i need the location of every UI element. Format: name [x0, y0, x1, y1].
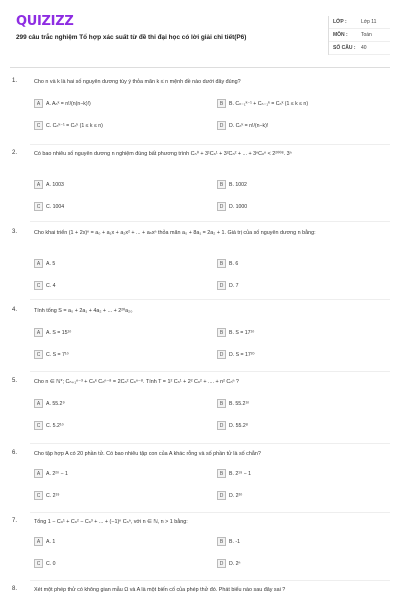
question-text: Tổng 1 − Cₙ¹ + Cₙ² − Cₙ³ + ... + (−1)ⁿ Cₙⁿ, với n ∈ ℕ, n > 1 bằng: [34, 519, 188, 525]
answer-option-d[interactable] [217, 558, 377, 569]
question-divider [30, 144, 390, 145]
question-5 [12, 378, 382, 438]
option-text: D. Cₙᵏ = n!/(n−k)! [229, 122, 269, 129]
option-text: B. 6 [229, 260, 239, 267]
meta-value: Toán [361, 32, 372, 38]
answer-option-a[interactable] [34, 179, 194, 190]
answer-option-c[interactable] [34, 280, 194, 291]
option-letter-box: D [217, 350, 226, 359]
answer-option-b[interactable] [217, 179, 377, 190]
option-text: C. 1004 [46, 203, 65, 210]
option-letter-box: B [217, 259, 226, 268]
question-text: Cho n và k là hai số nguyên dương tùy ý thỏa mãn k ≤ n mệnh đề nào dưới đây đúng? [34, 79, 241, 85]
question-number: 1. [12, 78, 18, 84]
answer-option-b[interactable] [217, 468, 377, 479]
answer-option-c[interactable] [34, 420, 194, 431]
answer-option-a[interactable] [34, 468, 194, 479]
option-letter-box: B [217, 469, 226, 478]
option-text: D. 2ⁿ [229, 560, 241, 567]
option-letter-box: A [34, 259, 43, 268]
option-letter-box: C [34, 350, 43, 359]
option-text: A. S = 15¹⁰ [46, 329, 72, 336]
option-text: C. 5.2¹⁰ [46, 422, 64, 429]
option-letter-box: D [217, 559, 226, 568]
option-text: A. 1003 [46, 181, 64, 188]
question-divider [30, 443, 390, 444]
option-text: B. 1002 [229, 181, 247, 188]
option-text: D. 7 [229, 282, 239, 289]
answer-option-a[interactable] [34, 398, 194, 409]
question-number: 6. [12, 450, 18, 456]
option-text: C. Cₙᵏ⁻¹ = Cₙᵏ (1 ≤ k ≤ n) [46, 122, 103, 129]
option-text: B. -1 [229, 538, 240, 545]
answer-option-c[interactable] [34, 349, 194, 360]
option-text: C. 2¹⁹ [46, 492, 60, 499]
answer-option-b[interactable] [217, 536, 377, 547]
question-text: Cho tập hợp A có 20 phần tử. Có bao nhiêu tập con của A khác rỗng và số phần tử là số chẵn? [34, 451, 261, 457]
option-letter-box: A [34, 99, 43, 108]
meta-label: LỚP : [333, 19, 347, 25]
answer-option-c[interactable] [34, 120, 194, 131]
worksheet-header [10, 12, 390, 68]
question-number: 5. [12, 378, 18, 384]
question-divider [30, 580, 390, 581]
option-text: B. S = 17¹⁰ [229, 329, 255, 336]
option-letter-box: D [217, 121, 226, 130]
question-divider [30, 221, 390, 222]
answer-option-d[interactable] [217, 280, 377, 291]
option-letter-box: A [34, 180, 43, 189]
question-1 [12, 78, 382, 138]
option-letter-box: C [34, 559, 43, 568]
answer-option-b[interactable] [217, 398, 377, 409]
answer-option-b[interactable] [217, 258, 377, 269]
option-text: D. 2²⁰ [229, 492, 243, 499]
option-text: C. 0 [46, 560, 56, 567]
answer-option-b[interactable] [217, 98, 377, 109]
question-text: Tính tổng S = a₀ + 2a₁ + 4a₂ + ... + 2²⁰a₂₀ [34, 308, 133, 314]
option-text: A. 55.2⁹ [46, 400, 65, 407]
option-letter-box: A [34, 328, 43, 337]
answer-option-a[interactable] [34, 327, 194, 338]
option-text: B. Cₙ₋₁ᵏ⁻¹ + Cₙ₋₁ᵏ = Cₙᵏ (1 ≤ k ≤ n) [229, 100, 309, 107]
option-letter-box: C [34, 421, 43, 430]
option-letter-box: B [217, 537, 226, 546]
question-8 [12, 586, 382, 598]
option-letter-box: B [217, 328, 226, 337]
option-letter-box: D [217, 421, 226, 430]
answer-option-a[interactable] [34, 98, 194, 109]
question-text: Xét một phép thử có không gian mẫu Ω và A là một biến cố của phép thử đó. Phát biểu nào sau đây sai ? [34, 587, 286, 593]
meta-label: SỐ CÂU : [333, 45, 356, 51]
meta-value: 40 [361, 45, 367, 51]
option-text: B. 2¹⁹ − 1 [229, 470, 251, 477]
answer-option-d[interactable] [217, 349, 377, 360]
option-letter-box: B [217, 180, 226, 189]
option-text: D. 1000 [229, 203, 248, 210]
option-text: C. 4 [46, 282, 56, 289]
option-letter-box: C [34, 202, 43, 211]
meta-row-class [329, 16, 390, 29]
question-text: Cho n ∈ ℕ*; Cₙ₊₁ⁿ⁻³ + Cₙᵏ Cₙⁿ⁻⁸ = 2Cₙ² Cₙⁿ⁻⁸. Tính T = 1² Cₙ¹ + 2² Cₙ² + .... + n² Cₙⁿ ? [34, 379, 239, 385]
option-text: A. Aₙᵏ = n!/(n(n−k)!) [46, 100, 91, 107]
question-divider [30, 299, 390, 300]
question-number: 3. [12, 229, 18, 235]
option-text: A. 2²⁰ − 1 [46, 470, 68, 477]
question-3 [12, 229, 382, 293]
option-letter-box: D [217, 202, 226, 211]
option-letter-box: A [34, 399, 43, 408]
question-number: 7. [12, 518, 18, 524]
option-letter-box: A [34, 469, 43, 478]
option-letter-box: D [217, 491, 226, 500]
question-4 [12, 307, 382, 367]
option-text: D. 55.2⁸ [229, 422, 248, 429]
option-letter-box: D [217, 281, 226, 290]
question-number: 4. [12, 307, 18, 313]
answer-option-b[interactable] [217, 327, 377, 338]
question-divider [30, 371, 390, 372]
meta-label: MÔN : [333, 32, 348, 38]
answer-option-d[interactable] [217, 201, 377, 212]
answer-option-a[interactable] [34, 258, 194, 269]
answer-option-c[interactable] [34, 490, 194, 501]
meta-row-subject [329, 29, 390, 42]
option-letter-box: B [217, 399, 226, 408]
option-text: B. 55.2¹⁰ [229, 400, 250, 407]
question-6 [12, 450, 382, 510]
question-number: 2. [12, 150, 18, 156]
option-letter-box: C [34, 281, 43, 290]
answer-option-d[interactable] [217, 420, 377, 431]
question-2 [12, 150, 382, 214]
quizizz-logo: QUIZIZZ [16, 14, 74, 29]
option-text: C. S = 7¹⁰ [46, 351, 69, 358]
question-7 [12, 518, 382, 576]
answer-option-c[interactable] [34, 201, 194, 212]
question-number: 8. [12, 586, 18, 592]
answer-option-a[interactable] [34, 536, 194, 547]
option-letter-box: B [217, 99, 226, 108]
meta-row-count [329, 42, 390, 55]
option-text: A. 1 [46, 538, 56, 545]
option-letter-box: C [34, 121, 43, 130]
option-text: D. S = 17²⁰ [229, 351, 255, 358]
option-text: A. 5 [46, 260, 56, 267]
question-text: Có bao nhiêu số nguyên dương n nghiệm đúng bất phương trình Cₙ⁰ + 3¹Cₙ¹ + 3²Cₙ² + ... + 3ⁿCₙⁿ < 2²⁰⁰⁸. 3ⁿ [34, 151, 292, 157]
worksheet-title: 299 câu trắc nghiệm Tổ hợp xác suất từ đề thi đại học có lời giải chi tiết(P6) [16, 34, 247, 41]
question-divider [30, 512, 390, 513]
meta-value: Lớp 11 [361, 19, 377, 25]
worksheet-meta [328, 16, 390, 55]
answer-option-c[interactable] [34, 558, 194, 569]
answer-option-d[interactable] [217, 490, 377, 501]
option-letter-box: C [34, 491, 43, 500]
question-text: Cho khai triển (1 + 2x)ⁿ = a₀ + a₁x + a₂x² + ... + aₙxⁿ thỏa mãn a₀ + 8a₁ = 2a₂ + 1. Giá trị của số nguyên dương n bằng: [34, 230, 316, 236]
answer-option-d[interactable] [217, 120, 377, 131]
option-letter-box: A [34, 537, 43, 546]
